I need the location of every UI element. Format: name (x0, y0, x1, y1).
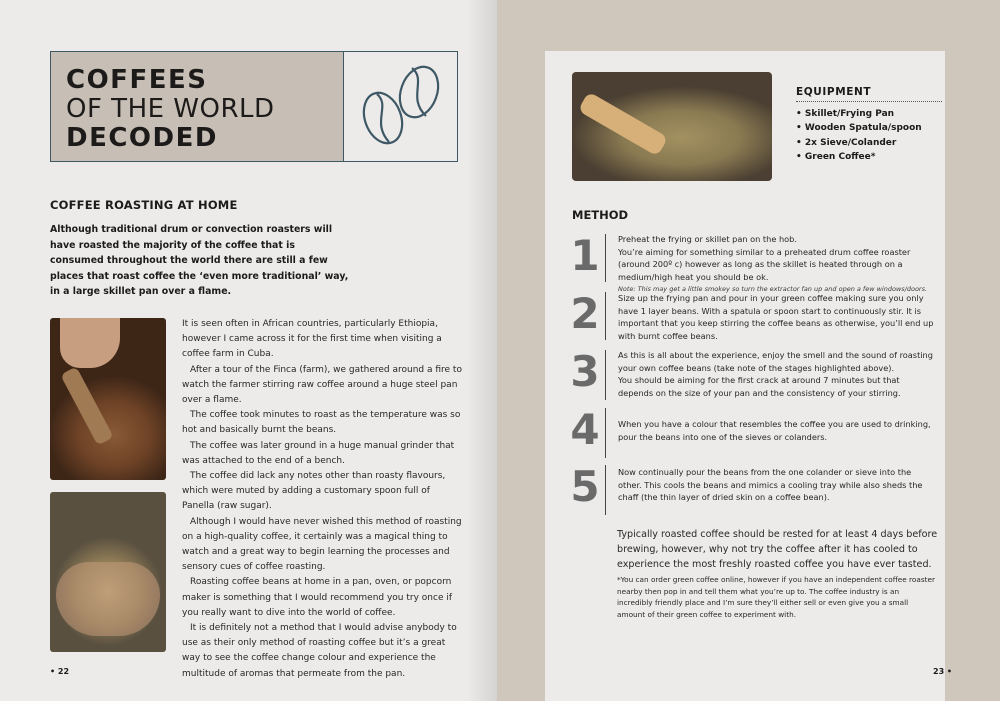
body-paragraph: The coffee did lack any notes other than roasty flavours, which were muted by adding a customary spoon full of Panella (raw sugar). (182, 471, 446, 512)
step-line: You’re aiming for something similar to a preheated drum coffee roaster (around 200º c) however as long as the skillet is heated through on a medium/high heat you should be ok. (618, 246, 911, 282)
step-line: When you have a colour that resembles the coffee you are used to drinking, pour the beans into one of the sieves or colanders. (618, 419, 931, 442)
step-note: Note: This may get a little smokey so turn the extractor fan up and open a few windows/doors. (618, 285, 928, 294)
method-title: METHOD (572, 208, 629, 222)
step-number: 4 (570, 405, 600, 454)
body-paragraph: The coffee took minutes to roast as the temperature was so hot and basically burnt the beans. (182, 410, 461, 436)
step-line: Size up the frying pan and pour in your green coffee making sure you only have 1 layer beans. With a spatula or spoon start to continuously stir. It is important that you keep stirring the coffee beans as otherwise, you’ll end up with burnt coffee beans. (618, 293, 934, 341)
step-divider (605, 408, 606, 458)
roasting-pan-photo (50, 318, 166, 480)
body-paragraph: It is definitely not a method that I would advise anybody to use as their only method of roasting coffee but it’s a great way to see the coffee change colour and experience the multitude of aromas that permeate from the pan. (182, 623, 457, 679)
body-paragraph: The coffee was later ground in a huge manual grinder that was attached to the end of a bench. (182, 440, 455, 466)
title-panel (51, 52, 344, 161)
equipment-divider (796, 101, 942, 102)
page-number-right: 23 • (933, 667, 953, 676)
step-line: As this is all about the experience, enjoy the smell and the sound of roasting your own coffee beans (take note of the stages highlighted above). (618, 350, 933, 373)
closing-paragraph: Typically roasted coffee should be rested for at least 4 days before brewing, however, why not try the coffee after it has cooled to experience the most freshly roasted coffee you have ever tasted. (617, 529, 938, 570)
spatula-green-coffee-photo (572, 72, 772, 181)
title-line-3: DECODED (66, 123, 218, 153)
equipment-title: EQUIPMENT (796, 86, 872, 98)
intro-text: Although traditional drum or convection roasters will have roasted the majority of the coffee that is consumed throughout the world there are still a few places that roast coffee the ‘even more traditional’ way, in a large skillet pan over a flame. (50, 224, 349, 297)
step-line: Preheat the frying or skillet pan on the hob. (618, 234, 797, 244)
equipment-item: • 2x Sieve/Colander (796, 137, 897, 148)
photo-spoon (60, 366, 113, 445)
page-number-left: • 22 (50, 667, 70, 676)
step-number: 1 (570, 231, 600, 280)
step-number: 5 (570, 462, 600, 511)
body-paragraph: Roasting coffee beans at home in a pan, oven, or popcorn maker is something that I would recommend you try once if you really want to dive into the world of coffee. (182, 577, 453, 618)
step-divider (605, 350, 606, 400)
photo-palms (56, 562, 160, 636)
step-text (618, 292, 936, 342)
body-paragraph: After a tour of the Finca (farm), we gathered around a fire to watch the farmer stirring raw coffee around a huge steel pan over a flame. (182, 364, 462, 406)
equipment-item: • Skillet/Frying Pan (796, 109, 895, 119)
step-line: You should be aiming for the first crack at around 7 minutes but that depends on the size of your pan and the consistency of your stirring. (618, 375, 901, 398)
step-text (618, 418, 936, 443)
step-text (618, 233, 936, 295)
equipment-item: • Green Coffee* (796, 152, 876, 163)
equipment-item: • Wooden Spatula/spoon (796, 123, 922, 134)
green-beans-hands-photo (50, 492, 166, 652)
step-divider (605, 465, 606, 515)
equipment-list (796, 107, 922, 165)
section-title: COFFEE ROASTING AT HOME (50, 198, 238, 212)
step-text (618, 466, 936, 504)
step-divider (605, 292, 606, 340)
article-body (182, 317, 462, 682)
title-box (50, 51, 458, 162)
photo-spatula (578, 91, 669, 156)
title-line-2: OF THE WORLD (66, 94, 275, 124)
step-divider (605, 234, 606, 282)
coffee-beans-icon (357, 60, 447, 152)
photo-hand (60, 318, 120, 368)
step-number: 2 (570, 289, 600, 338)
intro-paragraph (50, 222, 350, 300)
body-paragraph: Although I would have never wished this method of roasting on a high-quality coffee, it certainly was a magical thing to watch and a great way to begin learning the processes and sensory cues of coffee roasting. (182, 516, 462, 573)
footnote: *You can order green coffee online, however if you have an independent coffee roaster nearby then pop in and tell them what you’re up to. The coffee industry is an incredibly friendly place and I’m sure they’ll either sell or even give you a small amount of their green coffee to experiment with. (617, 575, 935, 619)
left-page (0, 0, 497, 701)
step-number: 3 (570, 347, 600, 396)
body-paragraph: It is seen often in African countries, particularly Ethiopia, however I came across it for the first time when visiting a coffee farm in Cuba. (182, 319, 442, 360)
step-line: Now continually pour the beans from the one colander or sieve into the other. This cools the beans and mimics a cooling tray while also sheds the chaff (the thin layer of dried skin on a coffee bean). (618, 467, 923, 503)
title-line-1: COFFEES (66, 65, 208, 95)
step-text (618, 349, 936, 399)
